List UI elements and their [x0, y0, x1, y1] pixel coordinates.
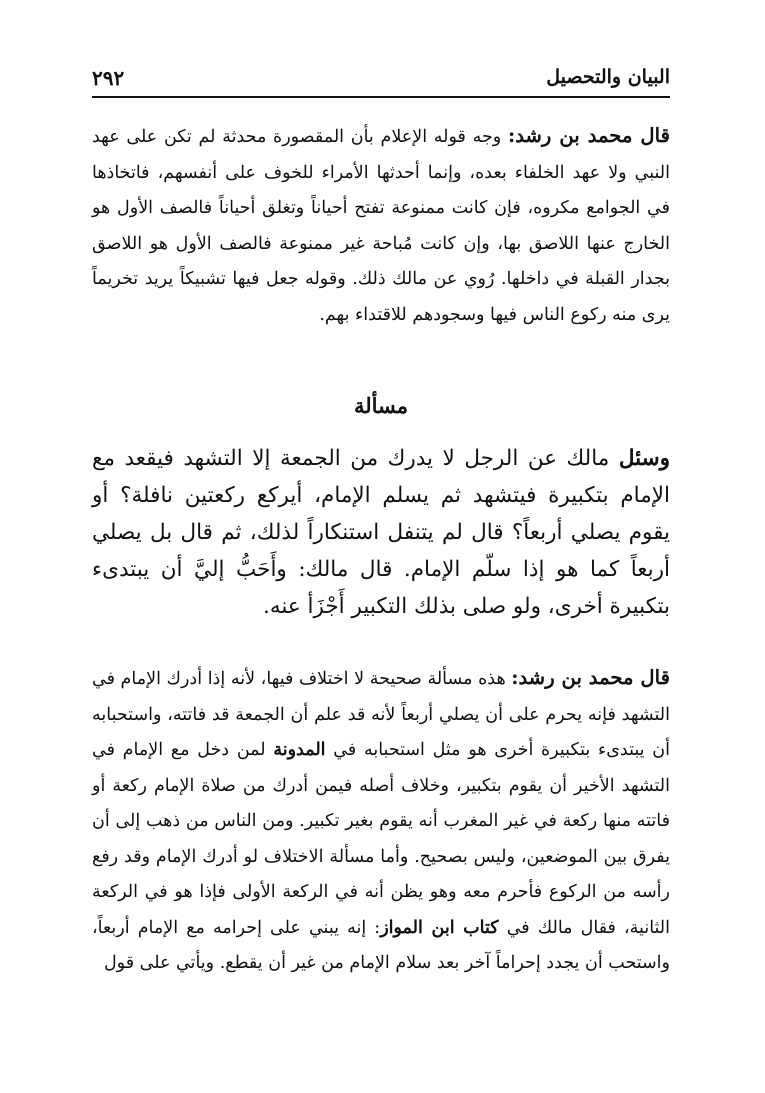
- paragraph-text: لمن دخل مع الإمام في التشهد الأخير أن يقوم بتكبير، وخلاف أصله فيمن أدرك من صلاة الإمام ركعة أو فاتته منها ركعة في غير المغرب أنه يقوم بغير تكبير. ومن الناس من ذهب إلى أن يفرق بين الموضعين، وليس بصحيح. وأما مسألة الاختلاف لو أدرك الإمام وقد رفع رأسه من الركوع فأحرم معه وهو يظن أنه في الركعة الأولى فإذا هو في الركعة الثانية، فقال مالك في: [92, 740, 671, 938]
- lead-word: وسئل: [618, 446, 670, 471]
- header-rule: [92, 96, 670, 98]
- section-heading: مسألة: [353, 393, 409, 418]
- page-number: ٢٩٢: [92, 66, 125, 90]
- paragraph-text: : إنه يبني على إحرامه مع الإمام أربعاً، واستحب أن يجدد إحراماً آخر بعد سلام الإمام من غير أن يقطع. ويأتي على قول: [92, 917, 670, 973]
- paragraph-text: مالك عن الرجل لا يدرك من الجمعة إلا التشهد فيقعد مع الإمام بتكبيرة فيتشهد ثم يسلم الإمام، أيركع ركعتين نافلة؟ أو يقوم يصلي أربعاً؟ قال لم يتنفل استنكاراً لذلك، ثم قال بل يصلي أربعاً كما هو إذا سلّم الإمام. قال مالك: وأَحَبُّ إليَّ أن يبتدىء بتكبيرة أخرى، ولو صلى بذلك التكبير أَجْزَأ عنه.: [92, 446, 670, 619]
- book-reference: المدونة: [273, 740, 326, 760]
- question-paragraph: [92, 440, 670, 625]
- running-title: البيان والتحصيل: [546, 66, 670, 88]
- commentary-paragraph-1: [92, 118, 670, 333]
- commentary-paragraph-2: [92, 660, 670, 982]
- running-header: [92, 62, 670, 96]
- paragraph-text: هذه مسألة صحيحة لا اختلاف فيها، لأنه إذا أدرك الإمام في التشهد فإنه يحرم على أن يصلي أربعاً لأنه قد علم أن الجمعة قد فاتته، واستحبابه أن يبتدىء بتكبيرة أخرى هو مثل استحبابه في: [92, 669, 670, 760]
- book-reference: كتاب ابن المواز: [380, 917, 499, 938]
- speaker-label: قال محمد بن رشد:: [507, 124, 670, 147]
- paragraph-text: وجه قوله الإعلام بأن المقصورة محدثة لم تكن على عهد النبي ولا عهد الخلفاء بعده، وإنما أحدثها الأمراء للخوف على أنفسهم، فاتخاذها في الجوامع مكروه، فإن كانت ممنوعة تفتح أحياناً وتغلق أحياناً فالصف الأول هو الخارج عنها اللاصق بها، وإن كانت مُباحة غير ممنوعة فالصف الأول هو اللاصق بجدار القبلة في داخلها. رُوي عن مالك ذلك. وقوله جعل فيها تشبيكاً يريد تخريماً يرى منه ركوع الناس فيها وسجودهم للاقتداء بهم.: [92, 127, 670, 325]
- speaker-label: قال محمد بن رشد:: [511, 666, 670, 689]
